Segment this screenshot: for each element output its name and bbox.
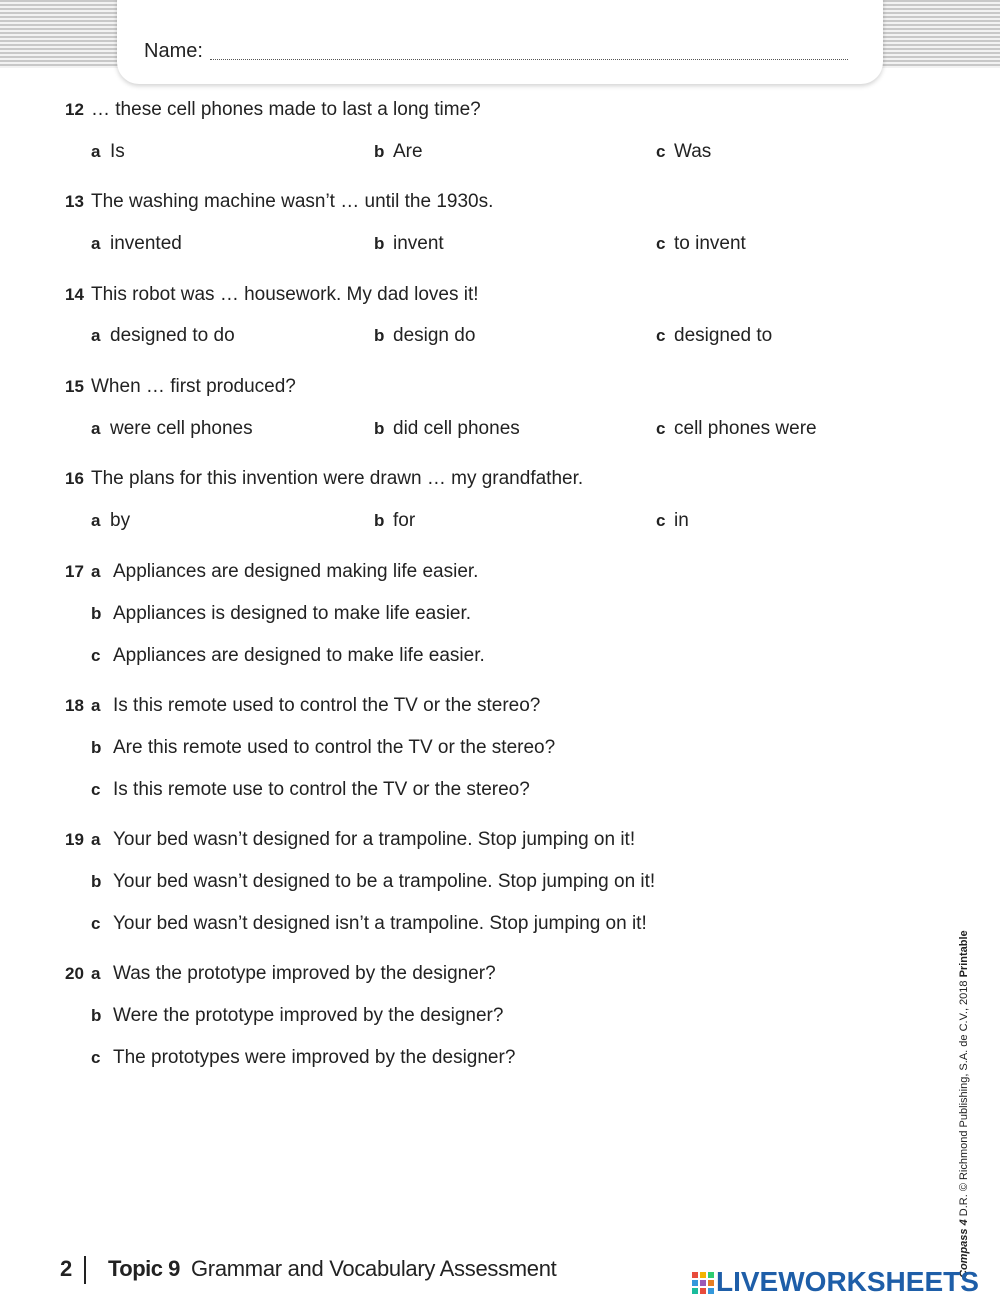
name-input-line[interactable] — [210, 59, 848, 60]
option-letter: a — [91, 964, 101, 983]
liveworksheets-logo-icon — [692, 1272, 714, 1296]
option-letter: b — [374, 142, 385, 161]
option-b[interactable]: Appliances is designed to make life easier. — [113, 603, 472, 624]
option-letter: a — [91, 326, 101, 345]
option-b[interactable]: invent — [393, 233, 444, 254]
option-letter: b — [374, 326, 385, 345]
option-c[interactable]: designed to — [674, 325, 773, 346]
option-b[interactable]: design do — [393, 325, 476, 346]
option-a[interactable]: Is this remote used to control the TV or the stereo? — [113, 695, 541, 716]
option-b[interactable]: Were the prototype improved by the designer? — [113, 1005, 504, 1026]
option-letter: c — [656, 419, 666, 438]
option-b[interactable]: did cell phones — [393, 418, 520, 439]
question-number: 17 — [65, 562, 84, 581]
option-letter: c — [656, 326, 666, 345]
option-letter: b — [374, 511, 385, 530]
name-label: Name: — [144, 40, 203, 62]
option-a[interactable]: were cell phones — [110, 418, 253, 439]
question-number: 13 — [65, 192, 84, 211]
option-a[interactable]: Appliances are designed making life easier. — [113, 561, 479, 582]
option-letter: c — [656, 511, 666, 530]
option-letter: b — [374, 419, 385, 438]
side-brand: Compass 4 — [958, 1219, 970, 1278]
name-card — [117, 0, 883, 84]
question-number: 20 — [65, 964, 84, 983]
option-c[interactable]: Was — [674, 141, 712, 162]
option-b[interactable]: Are — [393, 141, 423, 162]
question-stem: The washing machine wasn’t … until the 1930s. — [91, 191, 494, 212]
option-c[interactable]: cell phones were — [674, 418, 817, 439]
option-letter: b — [374, 234, 385, 253]
option-letter: c — [91, 646, 101, 665]
option-letter: a — [91, 142, 101, 161]
question-number: 14 — [65, 285, 84, 304]
side-printable: Printable — [958, 930, 970, 978]
option-letter: b — [91, 1006, 102, 1025]
option-letter: c — [91, 780, 101, 799]
footer-title: Grammar and Vocabulary Assessment — [191, 1256, 557, 1281]
option-a[interactable]: designed to do — [110, 325, 235, 346]
option-letter: a — [91, 234, 101, 253]
footer-divider — [84, 1256, 86, 1284]
option-letter: c — [91, 914, 101, 933]
option-a[interactable]: Is — [110, 141, 125, 162]
option-c[interactable]: Your bed wasn’t designed isn’t a trampoline. Stop jumping on it! — [113, 913, 647, 934]
option-b[interactable]: Are this remote used to control the TV or the stereo? — [113, 737, 556, 758]
question-number: 19 — [65, 830, 84, 849]
option-letter: c — [656, 234, 666, 253]
liveworksheets-wordmark[interactable]: LIVEWORKSHEETS — [716, 1266, 979, 1297]
option-letter: a — [91, 511, 101, 530]
option-a[interactable]: invented — [110, 233, 182, 254]
option-a[interactable]: Was the prototype improved by the designer? — [113, 963, 496, 984]
question-stem: The plans for this invention were drawn … my grandfather. — [91, 468, 584, 489]
question-stem: This robot was … housework. My dad loves it! — [91, 284, 479, 305]
question-number: 18 — [65, 696, 84, 715]
option-letter: c — [656, 142, 666, 161]
option-c[interactable]: to invent — [674, 233, 746, 254]
option-letter: a — [91, 830, 101, 849]
option-letter: a — [91, 696, 101, 715]
option-letter: a — [91, 562, 101, 581]
option-b[interactable]: for — [393, 510, 416, 531]
question-number: 16 — [65, 469, 84, 488]
side-copyright — [958, 930, 970, 1278]
option-letter: c — [91, 1048, 101, 1067]
option-c[interactable]: Appliances are designed to make life easier. — [113, 645, 485, 666]
question-stem: When … first produced? — [91, 376, 296, 397]
option-letter: b — [91, 738, 102, 757]
question-number: 12 — [65, 100, 84, 119]
option-c[interactable]: The prototypes were improved by the designer? — [113, 1047, 516, 1068]
question-stem: … these cell phones made to last a long time? — [91, 99, 481, 120]
option-letter: b — [91, 604, 102, 623]
question-number: 15 — [65, 377, 84, 396]
side-copyright-text: D.R. © Richmond Publishing, S.A. de C.V., 2018 — [958, 980, 970, 1217]
footer-topic: Topic 9 — [108, 1256, 180, 1281]
option-c[interactable]: Is this remote use to control the TV or the stereo? — [113, 779, 530, 800]
option-b[interactable]: Your bed wasn’t designed to be a trampoline. Stop jumping on it! — [113, 871, 656, 892]
page-number: 2 — [60, 1256, 73, 1281]
option-a[interactable]: by — [110, 510, 131, 531]
option-letter: b — [91, 872, 102, 891]
option-letter: a — [91, 419, 101, 438]
option-c[interactable]: in — [674, 510, 689, 531]
option-a[interactable]: Your bed wasn’t designed for a trampoline. Stop jumping on it! — [113, 829, 636, 850]
